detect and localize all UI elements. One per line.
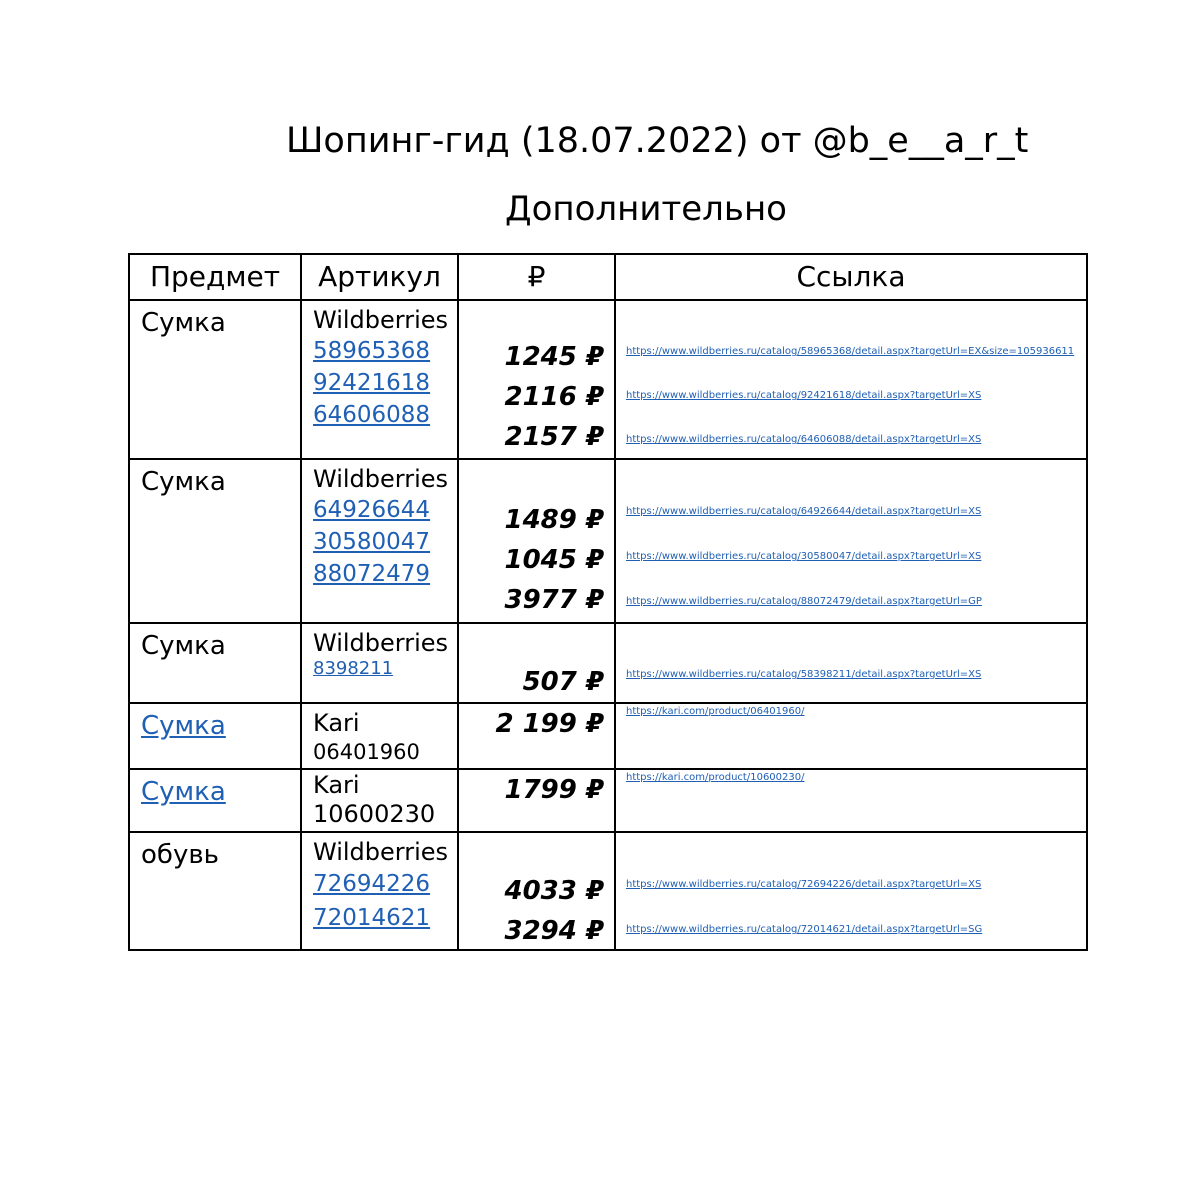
table-row	[129, 769, 1087, 832]
store-name: Kari	[313, 709, 360, 737]
article-cell	[301, 832, 458, 950]
link-cell	[615, 459, 1087, 623]
price-value: 2157 ₽	[504, 422, 604, 452]
sku-link[interactable]: 92421618	[313, 370, 431, 396]
sku-link[interactable]: 58965368	[313, 338, 431, 364]
link-cell	[615, 703, 1087, 769]
header-item: Предмет	[129, 254, 301, 300]
sku-link[interactable]: 72694226	[313, 871, 431, 897]
article-cell	[301, 769, 458, 832]
price-value: 1245 ₽	[504, 342, 604, 372]
store-name: Kari	[313, 771, 360, 799]
price-cell	[458, 832, 615, 950]
product-url[interactable]: https://www.wildberries.ru/catalog/58965368/detail.aspx?targetUrl=EX&size=105936611	[626, 346, 1075, 357]
header-link: Ссылка	[615, 254, 1087, 300]
price-value: 2116 ₽	[504, 382, 604, 412]
item-name: Сумка	[141, 631, 226, 661]
store-name: Wildberries	[313, 465, 449, 493]
table-row	[129, 703, 1087, 769]
price-value: 1489 ₽	[504, 505, 604, 535]
link-cell	[615, 769, 1087, 832]
page-title: Шопинг-гид (18.07.2022) от @b_e__a_r_t	[286, 121, 1029, 161]
price-cell	[458, 623, 615, 703]
sku-link[interactable]: 88072479	[313, 561, 431, 587]
price-value: 3977 ₽	[504, 585, 604, 615]
product-url[interactable]: https://www.wildberries.ru/catalog/72014621/detail.aspx?targetUrl=SG	[626, 924, 983, 935]
item-link[interactable]: Сумка	[141, 777, 226, 807]
product-url[interactable]: https://kari.com/product/06401960/	[626, 706, 805, 717]
table-row	[129, 832, 1087, 950]
article-cell	[301, 459, 458, 623]
product-url[interactable]: https://www.wildberries.ru/catalog/72694226/detail.aspx?targetUrl=XS	[626, 879, 982, 890]
product-url[interactable]: https://www.wildberries.ru/catalog/64606088/detail.aspx?targetUrl=XS	[626, 434, 982, 445]
link-cell	[615, 832, 1087, 950]
article-cell	[301, 703, 458, 769]
price-value: 3294 ₽	[504, 916, 604, 946]
product-url[interactable]: https://www.wildberries.ru/catalog/30580047/detail.aspx?targetUrl=XS	[626, 551, 982, 562]
price-cell	[458, 703, 615, 769]
item-cell	[129, 300, 301, 459]
price-value: 1045 ₽	[504, 545, 604, 575]
price-cell	[458, 300, 615, 459]
item-link[interactable]: Сумка	[141, 711, 226, 741]
store-name: Wildberries	[313, 629, 449, 657]
item-name: обувь	[141, 840, 219, 870]
product-url[interactable]: https://www.wildberries.ru/catalog/88072479/detail.aspx?targetUrl=GP	[626, 596, 982, 607]
price-value: 507 ₽	[522, 667, 604, 697]
table-row	[129, 623, 1087, 703]
sku-link[interactable]: 72014621	[313, 905, 431, 931]
sku-link[interactable]: 64606088	[313, 402, 431, 428]
shopping-table	[128, 253, 1088, 951]
sku-link[interactable]: 64926644	[313, 497, 431, 523]
item-name: Сумка	[141, 467, 226, 497]
article-cell	[301, 300, 458, 459]
item-cell	[129, 832, 301, 950]
link-cell	[615, 300, 1087, 459]
price-value: 1799 ₽	[504, 775, 604, 805]
sku-link[interactable]: 30580047	[313, 529, 431, 555]
store-name: Wildberries	[313, 838, 449, 866]
item-cell	[129, 623, 301, 703]
product-url[interactable]: https://www.wildberries.ru/catalog/64926644/detail.aspx?targetUrl=XS	[626, 506, 982, 517]
price-value: 4033 ₽	[504, 876, 604, 906]
sku-value: 06401960	[313, 740, 420, 764]
table-row	[129, 300, 1087, 459]
table-row	[129, 459, 1087, 623]
product-url[interactable]: https://www.wildberries.ru/catalog/92421618/detail.aspx?targetUrl=XS	[626, 390, 982, 401]
sku-value: 10600230	[313, 800, 436, 828]
product-url[interactable]: https://kari.com/product/10600230/	[626, 772, 805, 783]
product-url[interactable]: https://www.wildberries.ru/catalog/58398211/detail.aspx?targetUrl=XS	[626, 669, 982, 680]
item-cell	[129, 769, 301, 832]
page-subtitle: Дополнительно	[505, 189, 787, 229]
sku-link[interactable]: 8398211	[313, 658, 394, 679]
header-price: ₽	[458, 254, 615, 300]
header-article: Артикул	[301, 254, 458, 300]
table-header-row	[129, 254, 1087, 300]
link-cell	[615, 623, 1087, 703]
article-cell	[301, 623, 458, 703]
item-name: Сумка	[141, 308, 226, 338]
store-name: Wildberries	[313, 306, 449, 334]
item-cell	[129, 459, 301, 623]
price-cell	[458, 459, 615, 623]
price-value: 2 199 ₽	[495, 709, 604, 739]
price-cell	[458, 769, 615, 832]
item-cell	[129, 703, 301, 769]
